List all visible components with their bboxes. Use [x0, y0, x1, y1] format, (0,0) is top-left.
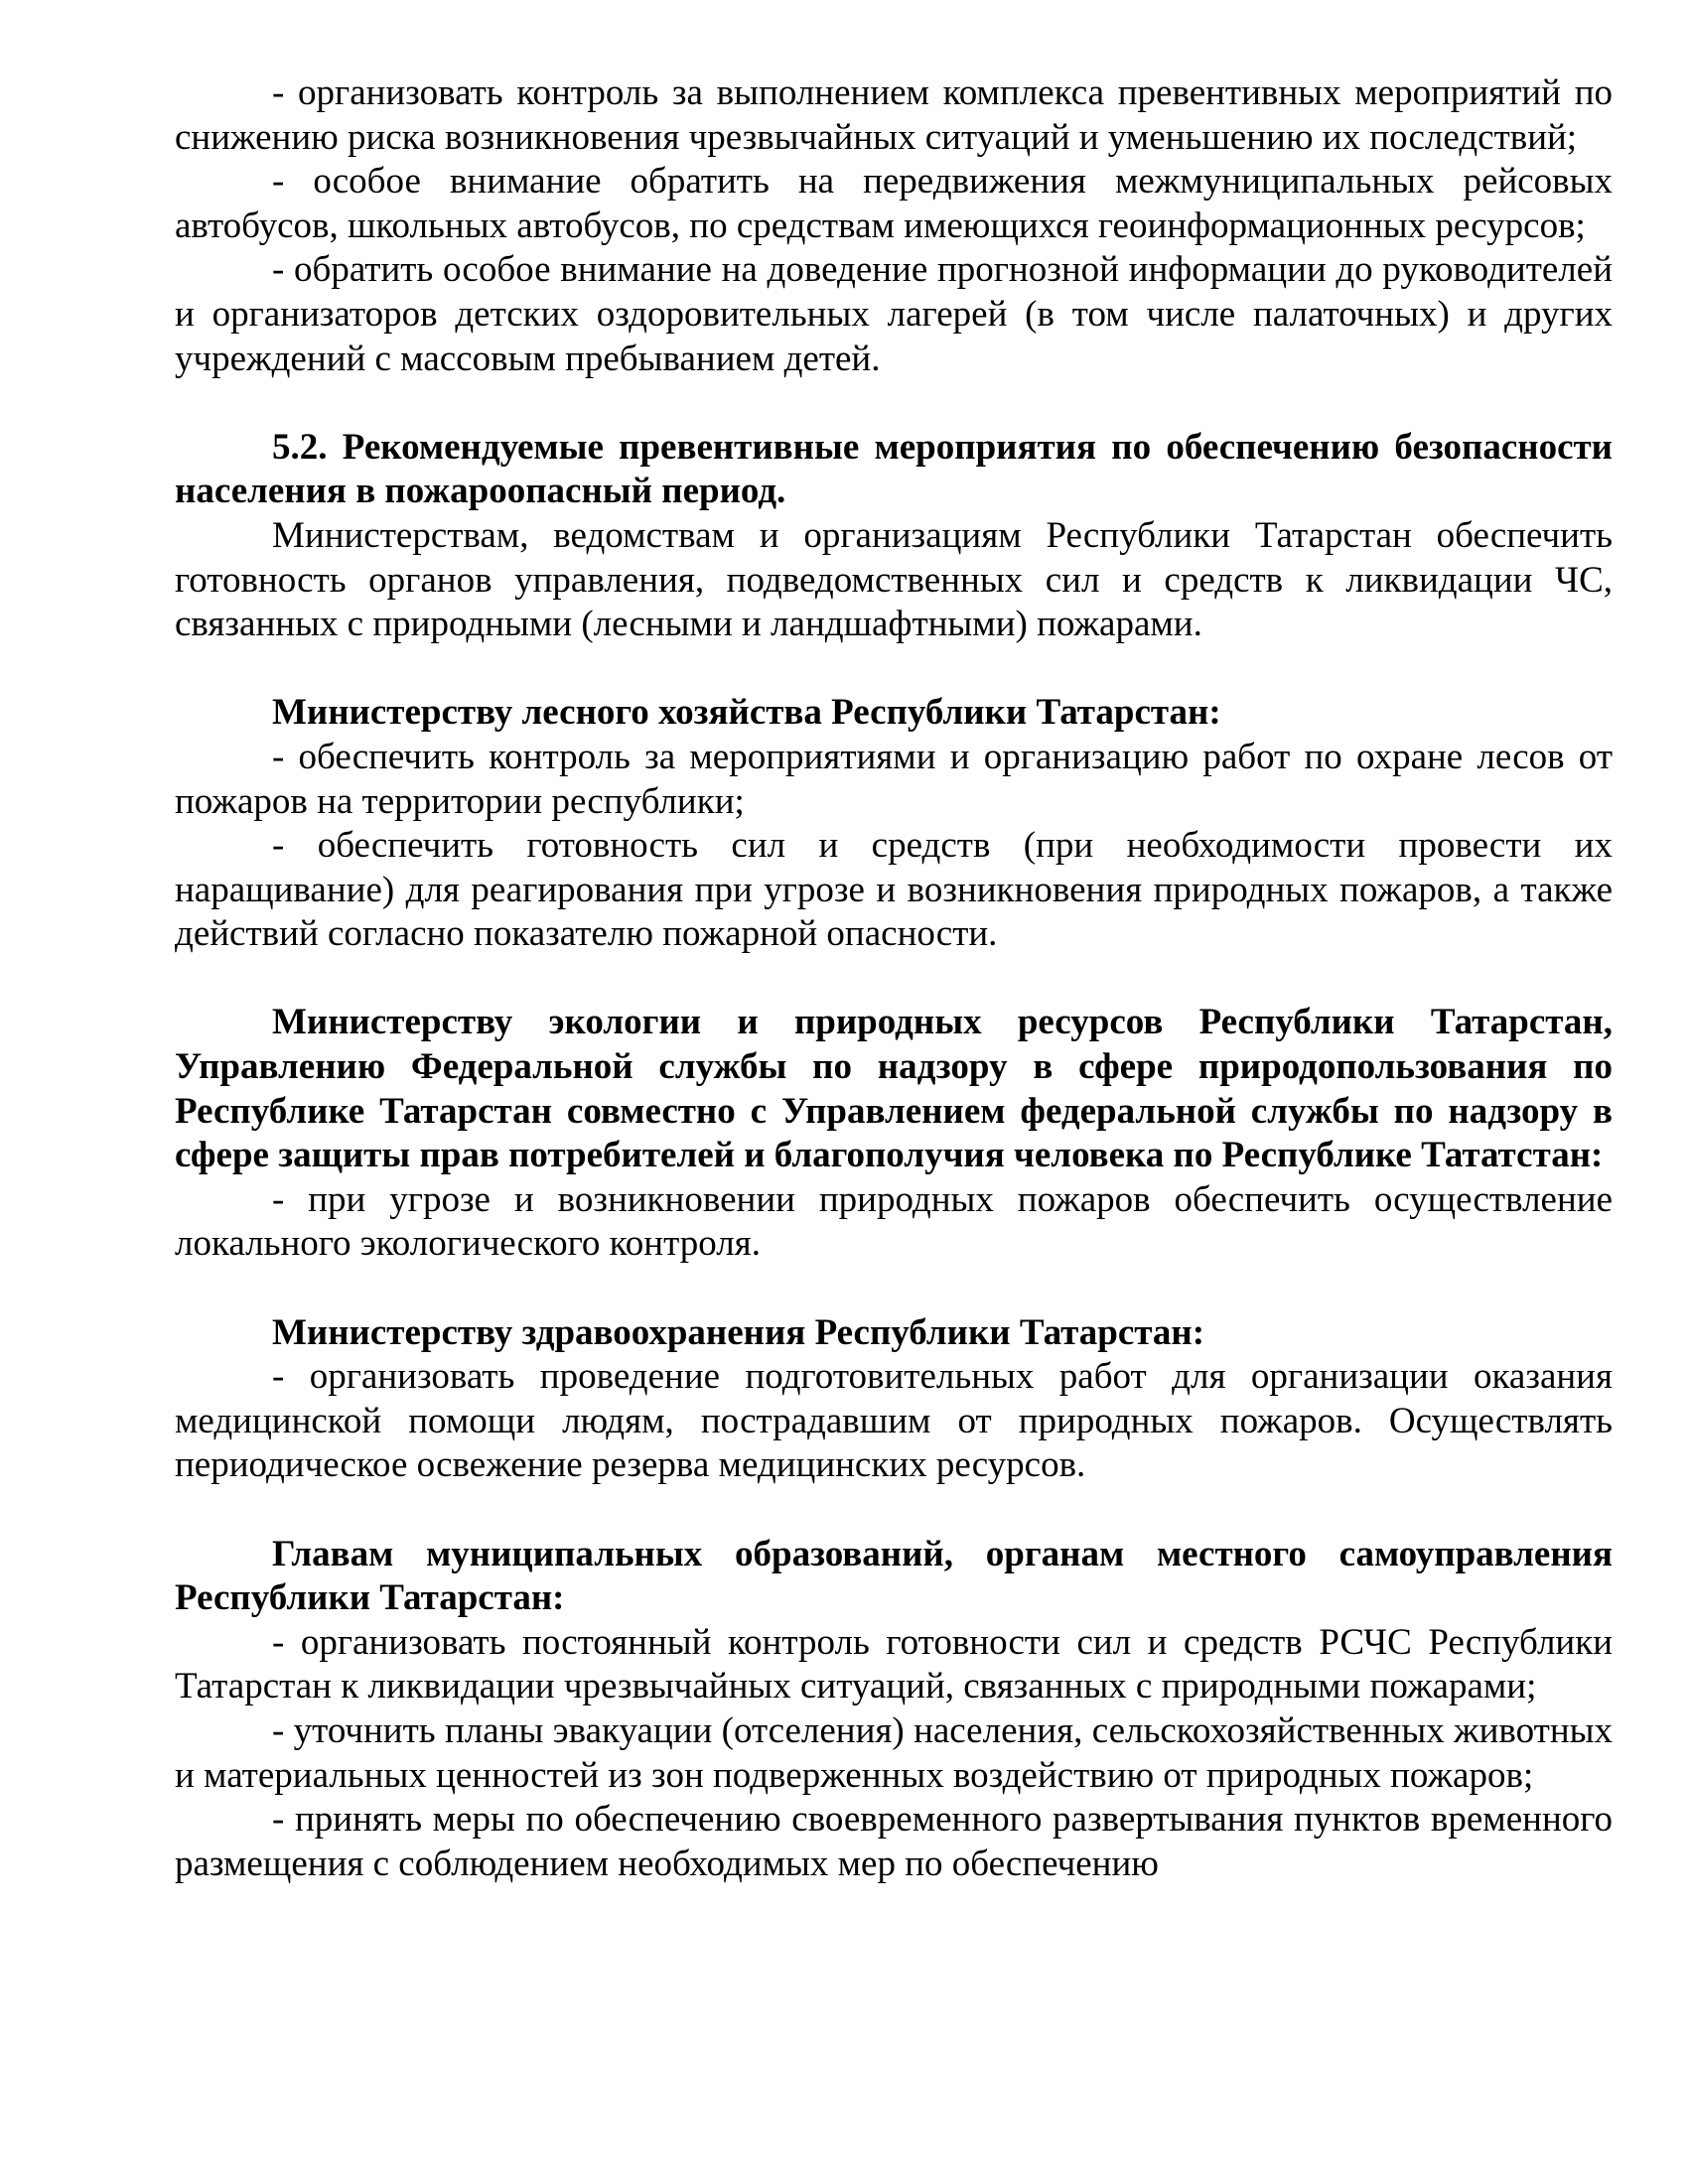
section-heading: 5.2. Рекомендуемые превентивные мероприятия по обеспечению безопасности населения в пожароопасный период. — [175, 426, 1613, 512]
paragraph: - обратить особое внимание на доведение прогнозной информации до руководителей и организаторов детских оздоровительных лагерей (в том числе палаточных) и других учреждений с массовым пребыванием детей. — [175, 249, 1613, 379]
document-page — [175, 71, 1613, 1886]
paragraph: Министерствам, ведомствам и организациям Республики Татарстан обеспечить готовность органов управления, подведомственных сил и средств к ликвидации ЧС, связанных с природными (лесными и ландшафтными) пожарами. — [175, 514, 1613, 645]
paragraph: - принять меры по обеспечению своевременного развертывания пунктов временного размещения с соблюдением необходимых мер по обеспечению — [175, 1799, 1613, 1884]
subsection-heading: Министерству лесного хозяйства Республики Татарстан: — [272, 692, 1221, 734]
subsection-heading: Министерству экологии и природных ресурсов Республики Татарстан, Управлению Федеральной службы по надзору в сфере природопользования по Республике Татарстан совместно с Управлением федеральной службы по надзору в сфере защиты прав потребителей и благополучия человека по Республике Тататстан: — [175, 1002, 1613, 1176]
paragraph: - при угрозе и возникновении природных пожаров обеспечить осуществление локального экологического контроля. — [175, 1178, 1613, 1265]
paragraph: - уточнить планы эвакуации (отселения) населения, сельскохозяйственных животных и материальных ценностей из зон подверженных воздействию от природных пожаров; — [175, 1709, 1613, 1796]
paragraph: - обеспечить готовность сил и средств (при необходимости провести их наращивание) для реагирования при угрозе и возникновения природных пожаров, а также действий согласно показателю пожарной опасности. — [175, 825, 1613, 955]
paragraph: - организовать проведение подготовительных работ для организации оказания медицинской помощи людям, пострадавшим от природных пожаров. Осуществлять периодическое освежение резерва медицинских ресурсов. — [175, 1356, 1613, 1486]
paragraph: - организовать постоянный контроль готовности сил и средств РСЧС Республики Татарстан к ликвидации чрезвычайных ситуаций, связанных с природными пожарами; — [175, 1621, 1613, 1707]
subsection-heading: Министерству здравоохранения Республики Татарстан: — [272, 1311, 1205, 1353]
paragraph: - обеспечить контроль за мероприятиями и организацию работ по охране лесов от пожаров на территории республики; — [175, 736, 1613, 822]
paragraph: - особое внимание обратить на передвижения межмуниципальных рейсовых автобусов, школьных автобусов, по средствам имеющихся геоинформационных ресурсов; — [175, 161, 1613, 246]
subsection-heading: Главам муниципальных образований, органам местного самоуправления Республики Татарстан: — [175, 1533, 1613, 1619]
paragraph: - организовать контроль за выполнением комплекса превентивных мероприятий по снижению риска возникновения чрезвычайных ситуаций и уменьшению их последствий; — [175, 72, 1613, 158]
